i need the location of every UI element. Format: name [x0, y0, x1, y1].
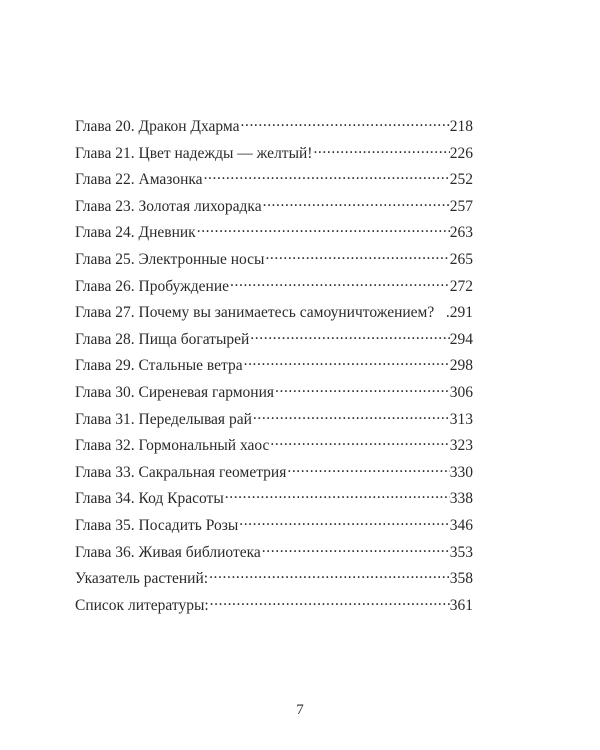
toc-entry-title: Глава 26. Пробуждение	[75, 277, 230, 295]
toc-entry-title: Глава 29. Стальные ветра	[75, 357, 243, 375]
toc-entry-title: Список литературы:	[75, 596, 209, 614]
toc-entry	[75, 113, 473, 140]
toc-entry-page: 298	[449, 357, 473, 375]
toc-entry-title: Глава 22. Амазонка	[75, 171, 203, 189]
dot-leader	[269, 432, 449, 450]
toc-entry	[75, 326, 473, 353]
toc-entry-title: Глава 35. Посадить Розы	[75, 516, 239, 534]
toc-entry-page: 272	[449, 277, 473, 295]
dot-leader	[209, 592, 450, 610]
toc-entry-title: Глава 20. Дракон Дхарма	[75, 118, 240, 135]
dot-leader	[238, 512, 450, 530]
toc-entry	[75, 485, 473, 512]
dot-leader	[240, 113, 450, 131]
toc-entry	[75, 273, 473, 300]
toc-entry-title: Глава 21. Цвет надежды — желтый!	[75, 144, 313, 162]
toc-entry-page: 252	[449, 171, 473, 189]
dot-leader	[203, 166, 450, 184]
toc-entry-page: 226	[449, 144, 473, 162]
toc-entry-page: 346	[449, 516, 473, 534]
dot-leader	[208, 565, 450, 583]
dot-leader	[252, 406, 450, 424]
dot-leader	[229, 273, 450, 291]
toc-entry	[75, 193, 473, 220]
dot-leader	[243, 352, 450, 370]
toc-entry	[75, 379, 473, 406]
toc-entry-page: 306	[449, 383, 473, 401]
toc-entry	[75, 539, 473, 566]
toc-entry	[75, 246, 473, 273]
dot-leader	[261, 539, 450, 557]
toc-entry-page: 330	[449, 463, 473, 481]
toc-entry-page: 218	[449, 118, 473, 135]
toc-entry	[75, 459, 473, 486]
dot-leader	[196, 219, 450, 237]
dot-leader	[262, 193, 450, 211]
toc-entry-page: .291	[445, 304, 473, 322]
toc-entry-title: Глава 32. Гормональный хаос	[75, 437, 270, 455]
dot-leader	[224, 485, 450, 503]
toc-entry-title: Глава 27. Почему вы занимаетесь самоуничтожением?	[75, 304, 435, 322]
toc-entry	[75, 406, 473, 433]
dot-leader	[274, 379, 450, 397]
table-of-contents	[75, 113, 473, 618]
toc-entry-title: Глава 31. Переделывая рай	[75, 410, 252, 428]
toc-entry-page: 313	[449, 410, 473, 428]
toc-entry	[75, 592, 473, 619]
dot-leader	[264, 246, 449, 264]
toc-entry-title: Глава 36. Живая библиотека	[75, 543, 261, 561]
toc-entry-title: Глава 33. Сакральная геометрия	[75, 463, 287, 481]
toc-entry-page: 263	[449, 224, 473, 242]
toc-entry-page: 323	[449, 437, 473, 455]
toc-entry-page: 294	[449, 330, 473, 348]
toc-entry	[75, 352, 473, 379]
toc-entry	[75, 166, 473, 193]
toc-entry	[75, 219, 473, 246]
toc-entry	[75, 512, 473, 539]
toc-entry-title: Глава 23. Золотая лихорадка	[75, 197, 262, 215]
toc-entry-title: Глава 24. Дневник	[75, 224, 196, 242]
toc-entry-title: Глава 34. Код Красоты	[75, 490, 224, 508]
toc-entry	[75, 140, 473, 167]
dot-leader	[312, 140, 449, 158]
toc-entry	[75, 565, 473, 592]
toc-entry	[75, 299, 473, 326]
page-number: 7	[296, 702, 304, 718]
toc-entry-title: Глава 30. Сиреневая гармония	[75, 383, 274, 401]
toc-entry-title: Глава 28. Пища богатырей	[75, 330, 250, 348]
toc-entry-title: Указатель растений:	[75, 570, 209, 588]
toc-entry-page: 265	[449, 250, 473, 268]
toc-entry	[75, 432, 473, 459]
toc-entry-title: Глава 25. Электронные носы	[75, 250, 265, 268]
toc-entry-page: 361	[449, 596, 473, 614]
toc-entry-page: 358	[449, 570, 473, 588]
toc-entry-page: 338	[449, 490, 473, 508]
dot-leader	[286, 459, 449, 477]
toc-entry-page: 257	[449, 197, 473, 215]
dot-leader	[249, 326, 449, 344]
toc-entry-page: 353	[449, 543, 473, 561]
